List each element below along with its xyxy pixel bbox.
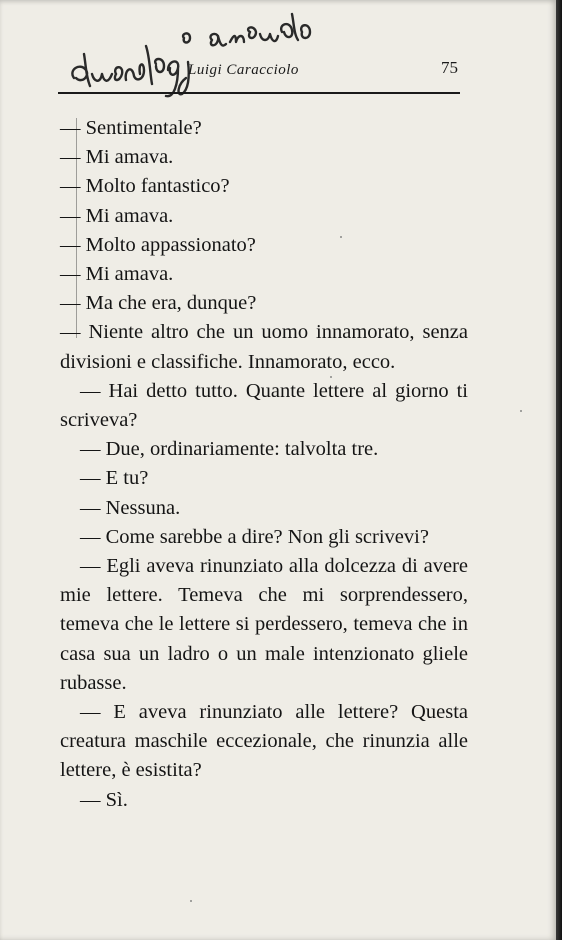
running-header xyxy=(60,58,460,92)
dialogue-line: — Mi amava. xyxy=(60,263,174,286)
dialogue-line: — Molto appassionato? xyxy=(60,233,256,256)
dialogue-line: — Egli aveva rinunziato alla dolcezza di avere mie lettere. Temeva che mi sorprendessero, temeva che le lettere si perdessero, temeva che in casa sua un ladro o un male intenzionato gliele rubasse. xyxy=(60,555,468,694)
paper-speck xyxy=(340,236,342,238)
dialogue-line: — Due, ordinariamente: talvolta tre. xyxy=(80,438,379,461)
dialogue-line: — Come sarebbe a dire? Non gli scrivevi? xyxy=(80,525,429,548)
book-edge-shadow xyxy=(556,0,562,940)
dialogue-line: — Nessuna. xyxy=(80,496,181,519)
page-number: 75 xyxy=(441,58,458,77)
dialogue-line: — Hai detto tutto. Quante lettere al giorno ti scriveva? xyxy=(60,379,468,432)
dialogue-line: — E aveva rinunziato alle lettere? Questa creatura maschile eccezionale, che rinunzia alle lettere, è esistita? xyxy=(60,701,468,782)
paper-speck xyxy=(520,410,522,412)
dialogue-line: — Ma che era, dunque? xyxy=(60,292,257,315)
author-name: Luigi Caracciolo xyxy=(188,62,299,78)
dialogue-line: — Sì. xyxy=(80,788,128,811)
dialogue-line: — Mi amava. xyxy=(60,146,174,169)
dialogue-line: — Molto fantastico? xyxy=(60,175,230,198)
dialogue-line: — Mi amava. xyxy=(60,204,174,227)
paper-speck xyxy=(190,900,192,902)
dialogue-line: — Sentimentale? xyxy=(60,117,202,139)
paper-speck xyxy=(330,376,332,378)
header-rule xyxy=(58,92,460,94)
dialogue-line: — Niente altro che un uomo innamorato, senza divisioni e classifiche. Innamorato, ecco. xyxy=(60,321,468,373)
dialogue-line: — E tu? xyxy=(80,467,149,490)
body-text xyxy=(60,114,468,815)
